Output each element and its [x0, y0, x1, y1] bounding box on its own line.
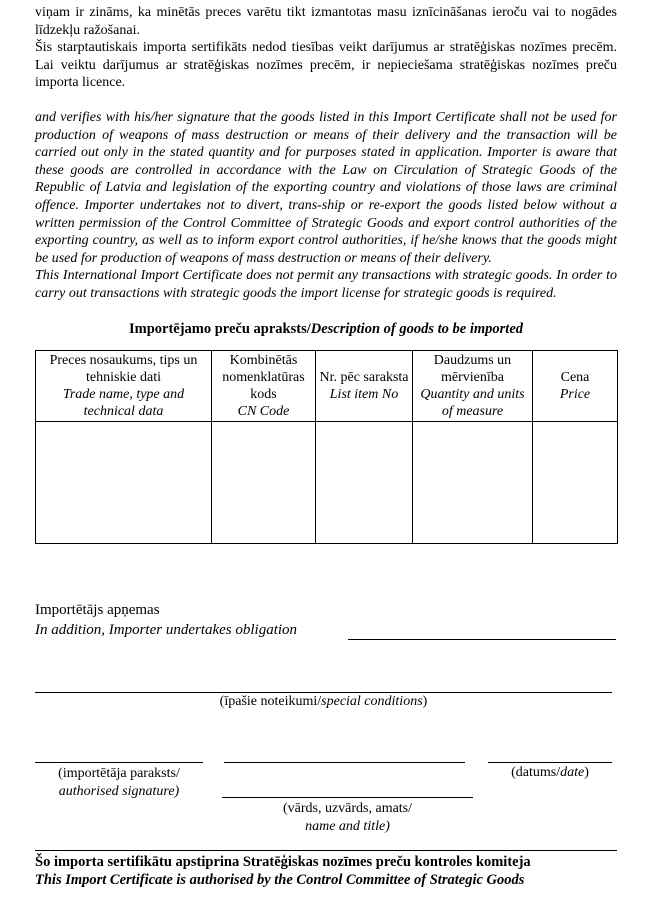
col-price: Cena Price — [533, 350, 618, 421]
certificate-page — [35, 4, 617, 544]
footer-lv: Šo importa sertifikātu apstiprina Stratēģiskas nozīmes preču kontroles komiteja — [35, 854, 531, 870]
special-conditions-field[interactable] — [35, 675, 612, 693]
signature-label: (importētāja paraksts/ authorised signature) — [58, 766, 180, 799]
col-quantity: Daudzums un mērvienība Quantity and units of measure — [413, 350, 533, 421]
goods-title-lv: Importējamo preču apraksts/ — [128, 320, 311, 337]
footer-divider — [35, 850, 617, 851]
name-title-field[interactable] — [222, 780, 473, 798]
en-intro-para2: This International Import Certificate does not permit any transactions with strategic goods. In order to carry out transactions with strategic goods the import license for strategic goods is required. — [35, 268, 617, 301]
cell-list-item[interactable] — [316, 421, 413, 543]
goods-table-header — [36, 350, 618, 421]
obligation-lv: Importētājs apņemas — [35, 602, 160, 618]
obligation-en: In addition, Importer undertakes obligation — [35, 622, 298, 638]
en-intro-para1: and verifies with his/her signature that the goods listed in this Import Certificate shall not be used for production of weapons of mass destruction or means of their delivery and the transaction will be carried out only in the stated quantity and for purposes stated in application. Importer is aware that these goods are controlled in accordance with the Law on Circulation of Strategic Goods of the Republic of Latvia and legislation of the exporting country and violations of those laws are criminal offence. Importer undertakes not to divert, trans-ship or re-export the goods listed below without a written permission of the Control Committee of Strategic Goods and export control authorities of the exporting country, as well as to inform export control authorities, if he/she knows that the goods might be used for production of weapons of mass destruction or means of their delivery. — [35, 109, 617, 266]
goods-section-title — [35, 321, 617, 338]
footer — [35, 853, 531, 889]
cell-cn-code[interactable] — [212, 421, 316, 543]
name-title-field-upper[interactable] — [224, 745, 465, 763]
col-list-item: Nr. pēc saraksta List item No — [316, 350, 413, 421]
cell-quantity[interactable] — [413, 421, 533, 543]
cell-price[interactable] — [533, 421, 618, 543]
goods-table-row — [36, 421, 618, 543]
footer-en: This Import Certificate is authorised by the Control Committee of Strategic Goods — [35, 872, 525, 888]
goods-table — [35, 350, 618, 544]
lv-intro-line2: Šis starptautiskais importa sertifikāts nedod tiesības veikt darījumus ar stratēģiskas nozīmes precēm. Lai veiktu darījumus ar stratēģiskas nozīmes precēm, ir nepieciešama stratēģiskas nozīmes preču importa licence. — [35, 40, 617, 91]
col-cn-code: Kombinētās nomenklatūras kods CN Code — [212, 350, 316, 421]
date-field[interactable] — [488, 745, 612, 763]
signature-field[interactable] — [35, 745, 203, 763]
col-trade-name: Preces nosaukums, tips un tehniskie dati Trade name, type and technical data — [36, 350, 212, 421]
cell-trade-name[interactable] — [36, 421, 212, 543]
date-label: (datums/date) — [511, 765, 589, 780]
obligation-field[interactable] — [348, 622, 616, 640]
name-title-label: (vārds, uzvārds, amats/ name and title) — [282, 801, 413, 834]
lv-intro-line1: viņam ir zināms, ka minētās preces varētu tikt izmantotas masu iznīcināšanas ieroču vai to nogādes līdzekļu ražošanai. — [35, 5, 617, 38]
goods-title-en: Description of goods to be imported — [310, 320, 524, 337]
special-conditions-label: (īpašie noteikumi/special conditions) — [219, 694, 428, 709]
